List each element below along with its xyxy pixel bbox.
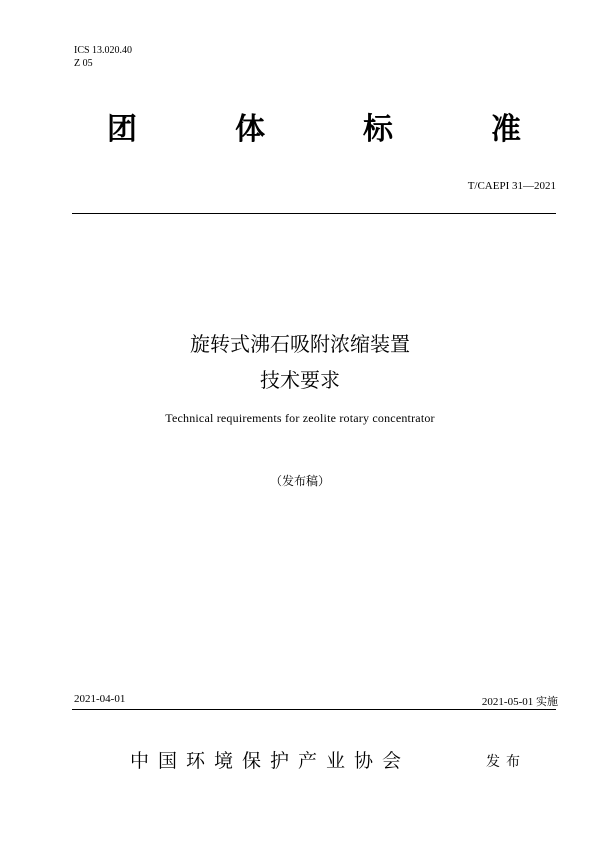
standard-type-char: 标 bbox=[363, 112, 393, 147]
footer-divider bbox=[72, 709, 556, 710]
publish-word: 发布 bbox=[486, 754, 526, 770]
ccs-code: Z 05 bbox=[74, 58, 93, 69]
standard-code: T/CAEPI 31—2021 bbox=[467, 180, 556, 192]
header-divider bbox=[72, 213, 556, 214]
publisher-name: 中国环境保护产业协会 bbox=[130, 750, 411, 772]
title-zh-line2: 技术要求 bbox=[260, 368, 340, 392]
draft-status: （发布稿） bbox=[269, 474, 330, 488]
title-en: Technical requirements for zeolite rotary concentrator bbox=[165, 411, 435, 425]
implement-date: 2021-05-01 实施 bbox=[481, 696, 558, 708]
ics-code: ICS 13.020.40 bbox=[74, 45, 133, 56]
publish-date: 2021-04-01 bbox=[74, 693, 126, 705]
standard-type-heading bbox=[107, 112, 521, 148]
standard-type-char: 团 bbox=[107, 112, 137, 147]
standard-type-char: 准 bbox=[491, 112, 521, 147]
standard-type-char: 体 bbox=[235, 112, 265, 147]
classification-block bbox=[74, 44, 132, 70]
title-zh-line1: 旋转式沸石吸附浓缩装置 bbox=[190, 332, 410, 356]
